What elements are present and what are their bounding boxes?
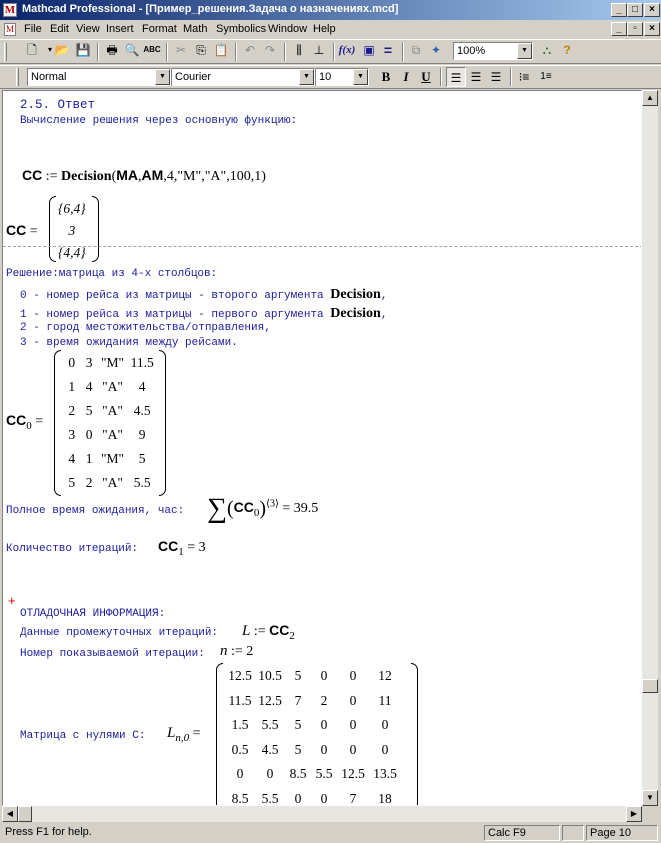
help-icon[interactable]: ? bbox=[563, 43, 571, 57]
matrix-cell: 5 bbox=[294, 717, 302, 733]
description-text: 1 - номер рейса из матрицы - первого аргумента bbox=[20, 309, 331, 321]
font-size-value: 10 bbox=[319, 71, 332, 83]
matrix-cell: 0 bbox=[349, 717, 357, 733]
matrix-row bbox=[225, 689, 401, 714]
matrix-cell: 4 bbox=[68, 451, 76, 466]
cc-variable: CC bbox=[22, 167, 43, 183]
toolbar-grip[interactable] bbox=[16, 68, 19, 86]
zoom-value: 100% bbox=[457, 45, 486, 57]
vector-cell: {6,4} bbox=[58, 201, 86, 216]
print-icon[interactable]: 🖶 bbox=[106, 43, 118, 57]
vector-cell: 3 bbox=[68, 223, 76, 238]
decision-definition[interactable] bbox=[22, 167, 266, 185]
open-folder-icon[interactable]: 📂 bbox=[54, 43, 70, 57]
save-icon[interactable]: 💾 bbox=[75, 43, 91, 57]
new-dropdown-icon[interactable]: ▾ bbox=[47, 45, 52, 54]
description-line-2: 2 - город местожительства/отправления, bbox=[20, 322, 271, 334]
chevron-down-icon[interactable]: ▼ bbox=[353, 69, 368, 85]
matrix-row bbox=[63, 447, 157, 471]
cc0-matrix bbox=[54, 350, 166, 496]
description-heading: Решение:матрица из 4-х столбцов: bbox=[6, 268, 218, 280]
matrix-cell: 11 bbox=[378, 692, 392, 708]
matrix-cell: 2 bbox=[68, 403, 76, 418]
matrix-cell: 1 bbox=[85, 451, 93, 466]
standard-toolbar bbox=[0, 39, 661, 64]
open-paren: ( bbox=[111, 169, 117, 184]
minimize-button[interactable]: _ bbox=[611, 3, 627, 17]
menu-insert[interactable]: Insert bbox=[106, 23, 134, 35]
toolbar-grip[interactable] bbox=[4, 43, 7, 61]
vector-cell: {4,4} bbox=[58, 245, 86, 260]
subscript: n,0 bbox=[175, 731, 190, 744]
scroll-right-icon[interactable]: ▶ bbox=[626, 806, 642, 822]
matrix-cell: 0.5 bbox=[231, 741, 249, 757]
matrix-cell: 4 bbox=[85, 379, 93, 394]
style-value: Normal bbox=[31, 71, 67, 83]
cc-variable: CC bbox=[6, 412, 27, 428]
matrix-cell: 5 bbox=[138, 451, 146, 466]
matrix-cell: 3 bbox=[68, 427, 76, 442]
menu-edit[interactable]: Edit bbox=[50, 23, 69, 35]
matrix-cell: 5.5 bbox=[261, 717, 279, 733]
matrix-row bbox=[63, 351, 157, 375]
menu-symbolics[interactable]: Symbolics bbox=[216, 23, 267, 35]
chevron-down-icon[interactable]: ▼ bbox=[155, 69, 170, 85]
l-variable: L bbox=[167, 725, 176, 741]
n-variable: n bbox=[220, 643, 228, 659]
description-line-1 bbox=[20, 306, 387, 322]
scroll-up-icon[interactable]: ▲ bbox=[642, 90, 658, 106]
matrix-cell: "A" bbox=[102, 475, 123, 490]
page-break-line bbox=[3, 246, 642, 247]
worksheet[interactable] bbox=[2, 90, 642, 806]
matrix-cell: 11.5 bbox=[228, 692, 252, 708]
matrix-cell: 5 bbox=[85, 403, 93, 418]
column-superscript: ⟨3⟩ bbox=[266, 498, 279, 510]
matrix-cell: 9 bbox=[138, 427, 146, 442]
align-down-icon[interactable]: ⊥ bbox=[313, 43, 325, 57]
matrix-cell: 1 bbox=[68, 379, 76, 394]
assign-operator: := bbox=[227, 644, 247, 659]
equals-sign: = bbox=[35, 414, 44, 429]
iterations-result: = 3 bbox=[187, 540, 206, 555]
matrix-cell: 8.5 bbox=[231, 790, 249, 806]
matrix-cell: 12 bbox=[378, 668, 392, 684]
matrix-cell: "A" bbox=[102, 427, 123, 442]
close-button[interactable]: × bbox=[644, 3, 660, 17]
underline-button[interactable]: U bbox=[421, 69, 431, 84]
doc-minimize-button[interactable]: _ bbox=[611, 22, 627, 36]
matrix-cell: 5 bbox=[294, 668, 302, 684]
formatting-toolbar bbox=[0, 65, 661, 89]
matrix-cell: 5.5 bbox=[261, 790, 279, 806]
total-expression[interactable] bbox=[207, 493, 318, 525]
scroll-thumb[interactable] bbox=[642, 679, 658, 693]
menu-format[interactable]: Format bbox=[142, 23, 177, 35]
zoom-select[interactable] bbox=[453, 42, 533, 60]
status-help-text: Press F1 for help. bbox=[5, 826, 92, 838]
matrix-cell: 0 bbox=[266, 766, 274, 782]
menu-math[interactable]: Math bbox=[183, 23, 208, 35]
bullet-list-icon[interactable]: ⁝≡ bbox=[518, 70, 530, 84]
menu-bar bbox=[0, 20, 661, 39]
matrix-c bbox=[216, 663, 418, 806]
matrix-cell: 3 bbox=[85, 355, 93, 370]
am-argument: AM bbox=[141, 167, 164, 183]
numbered-list-icon[interactable]: 1≡ bbox=[540, 71, 552, 82]
insert-unit-icon[interactable]: ▣ bbox=[363, 43, 375, 57]
font-select[interactable] bbox=[171, 68, 315, 86]
cut-icon[interactable]: ✂ bbox=[175, 43, 187, 57]
equals-sign: = bbox=[192, 726, 201, 741]
toolbar-separator bbox=[235, 43, 237, 61]
scroll-left-icon[interactable]: ◀ bbox=[2, 806, 18, 822]
iterations-expression[interactable] bbox=[158, 538, 206, 558]
close-paren: ) bbox=[259, 497, 267, 520]
matrix-cell: 12.5 bbox=[228, 668, 252, 684]
matrix-cell: 0 bbox=[294, 790, 302, 806]
horizontal-scrollbar[interactable] bbox=[2, 806, 642, 822]
total-result: = 39.5 bbox=[282, 501, 319, 517]
palette-icon[interactable]: ⛬ bbox=[542, 43, 552, 57]
doc-restore-button[interactable]: ▫ bbox=[627, 22, 643, 36]
menu-view[interactable]: View bbox=[76, 23, 100, 35]
chevron-down-icon[interactable]: ▼ bbox=[517, 43, 532, 59]
description-line-0 bbox=[20, 287, 387, 303]
matrix-cell: 0 bbox=[349, 692, 357, 708]
matrix-row bbox=[225, 787, 401, 807]
cc-variable: CC bbox=[6, 222, 27, 238]
matrix-cell: 5 bbox=[68, 475, 76, 490]
cc-variable: CC bbox=[233, 499, 254, 516]
matrix-cell: 13.5 bbox=[373, 766, 397, 782]
print-preview-icon[interactable]: 🔍 bbox=[124, 43, 140, 57]
status-bar bbox=[0, 823, 661, 843]
cc0-lhs[interactable] bbox=[6, 412, 43, 432]
undo-icon[interactable]: ↶ bbox=[244, 43, 256, 57]
matrix-cell: 12.5 bbox=[258, 692, 282, 708]
l-variable: L bbox=[242, 623, 251, 639]
document-icon[interactable]: M bbox=[5, 24, 14, 34]
matrix-cell: 0 bbox=[349, 668, 357, 684]
matrix-row bbox=[63, 471, 157, 495]
menu-help[interactable]: Help bbox=[313, 23, 336, 35]
spell-check-icon[interactable]: ABC bbox=[143, 45, 161, 54]
matrix-row bbox=[63, 375, 157, 399]
cc-variable: CC bbox=[269, 622, 290, 638]
matrix-cell: 5 bbox=[294, 741, 302, 757]
matrix-row bbox=[225, 762, 401, 787]
comma: , bbox=[138, 169, 142, 184]
matrix-cell: 0 bbox=[68, 355, 76, 370]
matrix-cell: 4 bbox=[138, 379, 146, 394]
region-marker: + bbox=[8, 593, 16, 608]
debug-heading: ОТЛАДОЧНАЯ ИНФОРМАЦИЯ: bbox=[20, 608, 166, 620]
subscript: 2 bbox=[289, 629, 295, 642]
matrix-cell: 4.5 bbox=[133, 403, 151, 418]
redo-icon[interactable]: ↷ bbox=[264, 43, 276, 57]
copy-icon[interactable]: ⎘ bbox=[196, 43, 206, 57]
subscript: 0 bbox=[26, 419, 32, 432]
font-value: Courier bbox=[175, 71, 212, 83]
matrix-cell: 11.5 bbox=[130, 355, 154, 370]
insert-function-button[interactable]: f(x) bbox=[338, 44, 356, 56]
matrix-cell: 0 bbox=[320, 790, 328, 806]
cc0-table bbox=[63, 351, 157, 495]
cc-result-lhs[interactable] bbox=[6, 222, 38, 240]
matrix-c-table bbox=[225, 664, 401, 806]
mathcad-icon[interactable]: M bbox=[4, 4, 16, 16]
matrix-cell: 5.5 bbox=[133, 475, 151, 490]
debug-label-1: Данные промежуточных итераций: bbox=[20, 627, 219, 639]
calculate-button[interactable]: = bbox=[383, 42, 393, 58]
section-heading: 2.5. Ответ bbox=[20, 98, 96, 112]
matrix-cell: "A" bbox=[102, 379, 123, 394]
status-panel-empty bbox=[562, 825, 584, 841]
font-size-select[interactable] bbox=[315, 68, 369, 86]
component-icon[interactable]: ⧉ bbox=[411, 43, 421, 57]
matrix-c-lhs[interactable] bbox=[167, 725, 201, 744]
total-label: Полное время ожидания, час: bbox=[6, 505, 185, 517]
matrix-row bbox=[63, 399, 157, 423]
matrix-cell: 0 bbox=[349, 741, 357, 757]
matrix-row bbox=[63, 423, 157, 447]
scroll-thumb[interactable] bbox=[18, 806, 32, 822]
matrix-c-label: Матрица с нулями C: bbox=[20, 730, 146, 742]
matrix-cell: 18 bbox=[378, 790, 392, 806]
matrix-cell: "M" bbox=[101, 355, 125, 370]
toolbar-separator bbox=[166, 43, 168, 61]
description-text: 0 - номер рейса из матрицы - второго аргумента bbox=[20, 290, 331, 302]
assign-operator: := bbox=[42, 169, 62, 184]
bold-button[interactable]: B bbox=[381, 69, 391, 84]
iterations-label: Количество итераций: bbox=[6, 543, 139, 555]
paste-icon[interactable]: 📋 bbox=[213, 43, 229, 57]
sum-operator: ∑ bbox=[207, 493, 227, 524]
chevron-down-icon[interactable]: ▼ bbox=[299, 69, 314, 85]
n-value: 2 bbox=[246, 644, 254, 659]
matrix-cell: "A" bbox=[102, 403, 123, 418]
align-center-icon[interactable]: ☰ bbox=[470, 70, 482, 84]
description-line-3: 3 - время ожидания между рейсами. bbox=[20, 337, 238, 349]
toolbar-separator bbox=[97, 43, 99, 61]
decision-function: Decision bbox=[61, 169, 112, 184]
title-bar[interactable] bbox=[0, 0, 661, 20]
maximize-button[interactable]: □ bbox=[627, 3, 643, 17]
comma: , bbox=[380, 290, 388, 302]
toolbar-separator bbox=[284, 43, 286, 61]
decision-function: Decision bbox=[330, 287, 381, 302]
matrix-cell: 10.5 bbox=[258, 668, 282, 684]
toolbar-separator bbox=[402, 43, 404, 61]
doc-close-button[interactable]: × bbox=[644, 22, 660, 36]
open-paren: ( bbox=[226, 497, 234, 520]
matrix-cell: 0 bbox=[236, 766, 244, 782]
intro-text: Вычисление решения через основную функцию: bbox=[20, 115, 298, 127]
align-right-icon[interactable]: ☰ bbox=[490, 70, 502, 84]
matrix-cell: "M" bbox=[101, 451, 125, 466]
matrix-cell: 0 bbox=[320, 717, 328, 733]
decision-function: Decision bbox=[330, 306, 381, 321]
debug-expression-2[interactable] bbox=[220, 643, 253, 660]
subscript: 1 bbox=[178, 545, 184, 558]
matrix-cell: 0 bbox=[85, 427, 93, 442]
remaining-arguments: ,4,"M","A",100,1) bbox=[163, 169, 266, 184]
vertical-scrollbar[interactable] bbox=[642, 90, 658, 806]
cc-result-vector bbox=[49, 196, 99, 262]
resource-center-icon[interactable]: ✦ bbox=[430, 43, 442, 57]
matrix-cell: 0 bbox=[320, 668, 328, 684]
vector-table bbox=[58, 198, 86, 264]
page-indicator: Page 10 bbox=[586, 825, 658, 841]
subscript: 0 bbox=[253, 507, 260, 520]
ma-argument: MA bbox=[116, 167, 139, 183]
matrix-cell: 0 bbox=[381, 717, 389, 733]
cc-variable: CC bbox=[158, 538, 179, 554]
window-title: Mathcad Professional - [Пример_решения.Задача о назначениях.mcd] bbox=[22, 3, 399, 15]
assign-operator: := bbox=[250, 624, 270, 639]
calc-status[interactable]: Calc F9 bbox=[484, 825, 560, 841]
menu-file[interactable]: File bbox=[24, 23, 42, 35]
toolbar-separator bbox=[440, 68, 442, 86]
matrix-cell: 7 bbox=[349, 790, 357, 806]
matrix-row bbox=[225, 664, 401, 689]
matrix-cell: 7 bbox=[294, 692, 302, 708]
equals-sign: = bbox=[29, 224, 38, 239]
matrix-cell: 2 bbox=[85, 475, 93, 490]
matrix-cell: 0 bbox=[381, 741, 389, 757]
style-select[interactable] bbox=[27, 68, 171, 86]
new-document-icon[interactable]: 🗋 bbox=[27, 43, 37, 57]
toolbar-separator bbox=[510, 68, 512, 86]
debug-expression-1[interactable] bbox=[242, 622, 295, 642]
matrix-cell: 4.5 bbox=[261, 741, 279, 757]
comma: , bbox=[380, 309, 388, 321]
matrix-cell: 8.5 bbox=[289, 766, 307, 782]
matrix-cell: 0 bbox=[320, 741, 328, 757]
matrix-cell: 12.5 bbox=[341, 766, 365, 782]
matrix-cell: 5.5 bbox=[315, 766, 333, 782]
align-left-icon[interactable]: ☰ bbox=[446, 67, 466, 87]
matrix-cell: 2 bbox=[320, 692, 328, 708]
scroll-down-icon[interactable]: ▼ bbox=[642, 790, 658, 806]
matrix-cell: 1.5 bbox=[231, 717, 249, 733]
toolbar-separator bbox=[333, 43, 335, 61]
italic-button[interactable]: I bbox=[403, 69, 409, 84]
matrix-row bbox=[225, 713, 401, 738]
menu-window[interactable]: Window bbox=[268, 23, 308, 35]
matrix-row bbox=[225, 738, 401, 763]
debug-label-2: Номер показываемой итерации: bbox=[20, 648, 205, 660]
align-across-icon[interactable]: ⫼ bbox=[296, 43, 302, 57]
